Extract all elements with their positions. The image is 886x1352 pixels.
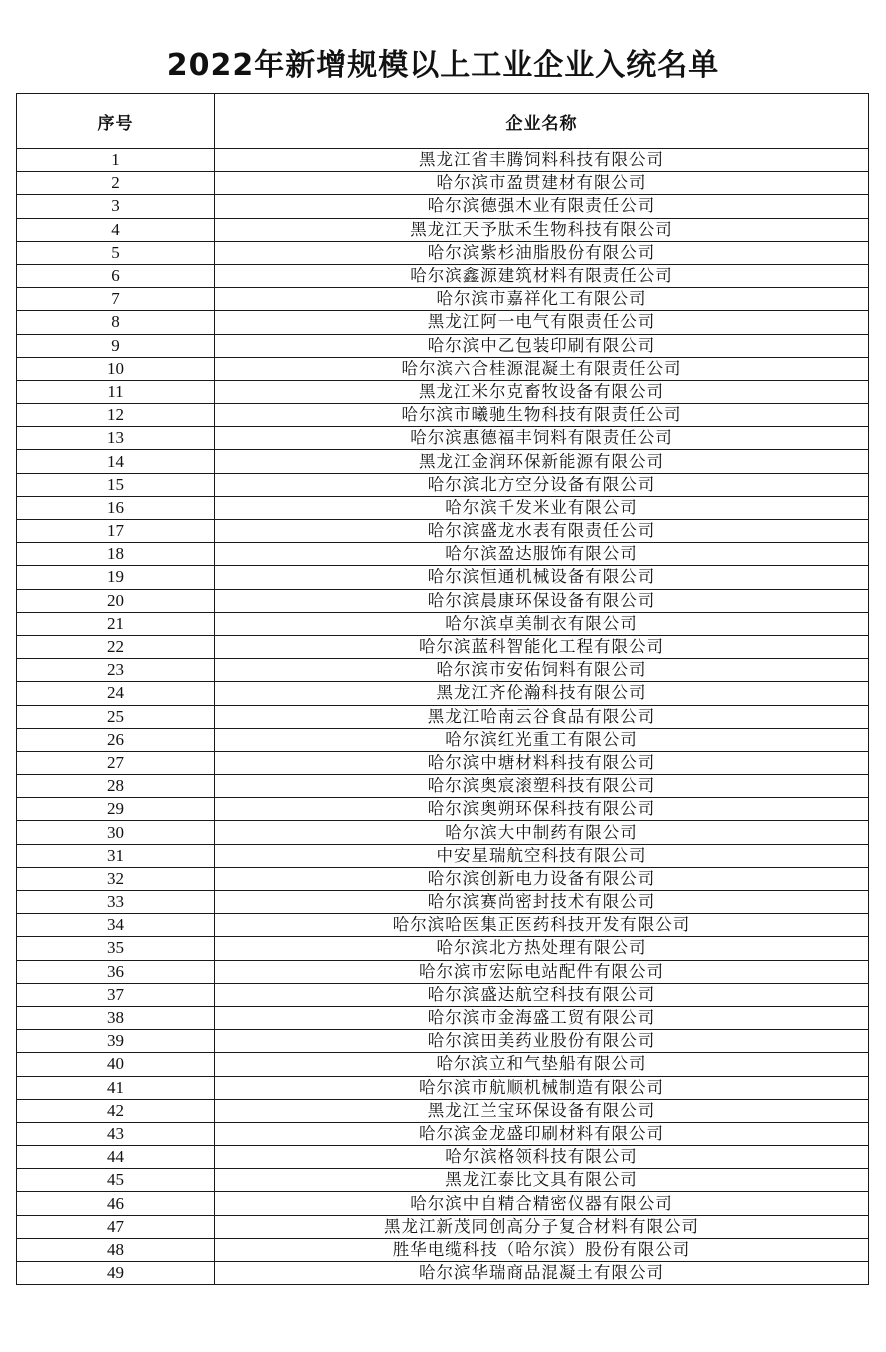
table-row bbox=[17, 520, 869, 543]
serial-number-cell: 47 bbox=[17, 1215, 215, 1238]
page-title: 2022年新增规模以上工业企业入统名单 bbox=[166, 48, 720, 84]
company-name-cell: 哈尔滨金龙盛印刷材料有限公司 bbox=[215, 1122, 869, 1145]
company-name-cell: 哈尔滨市盈贯建材有限公司 bbox=[215, 172, 869, 195]
serial-number-cell: 28 bbox=[17, 775, 215, 798]
table-row bbox=[17, 844, 869, 867]
serial-number-cell: 3 bbox=[17, 195, 215, 218]
column-header-serial-number: 序号 bbox=[17, 94, 215, 149]
serial-number-cell: 5 bbox=[17, 241, 215, 264]
serial-number-cell: 30 bbox=[17, 821, 215, 844]
company-name-cell: 黑龙江金润环保新能源有限公司 bbox=[215, 450, 869, 473]
company-name-cell: 哈尔滨市航顺机械制造有限公司 bbox=[215, 1076, 869, 1099]
table-row bbox=[17, 1076, 869, 1099]
serial-number-cell: 8 bbox=[17, 311, 215, 334]
company-name-cell: 哈尔滨盈达服饰有限公司 bbox=[215, 543, 869, 566]
table-row bbox=[17, 404, 869, 427]
company-name-cell: 哈尔滨北方热处理有限公司 bbox=[215, 937, 869, 960]
company-name-cell: 哈尔滨市曦驰生物科技有限责任公司 bbox=[215, 404, 869, 427]
company-name-cell: 哈尔滨格领科技有限公司 bbox=[215, 1146, 869, 1169]
table-row bbox=[17, 937, 869, 960]
serial-number-cell: 16 bbox=[17, 496, 215, 519]
serial-number-cell: 6 bbox=[17, 264, 215, 287]
serial-number-cell: 36 bbox=[17, 960, 215, 983]
serial-number-cell: 32 bbox=[17, 867, 215, 890]
company-name-cell: 黑龙江省丰腾饲料科技有限公司 bbox=[215, 149, 869, 172]
serial-number-cell: 39 bbox=[17, 1030, 215, 1053]
table-row bbox=[17, 566, 869, 589]
table-row bbox=[17, 543, 869, 566]
serial-number-cell: 46 bbox=[17, 1192, 215, 1215]
serial-number-cell: 22 bbox=[17, 635, 215, 658]
serial-number-cell: 2 bbox=[17, 172, 215, 195]
company-name-cell: 哈尔滨红光重工有限公司 bbox=[215, 728, 869, 751]
serial-number-cell: 24 bbox=[17, 682, 215, 705]
table-row bbox=[17, 798, 869, 821]
table-row bbox=[17, 427, 869, 450]
table-row bbox=[17, 1122, 869, 1145]
company-name-cell: 哈尔滨中自精合精密仪器有限公司 bbox=[215, 1192, 869, 1215]
company-name-cell: 哈尔滨赛尚密封技术有限公司 bbox=[215, 891, 869, 914]
company-name-cell: 黑龙江兰宝环保设备有限公司 bbox=[215, 1099, 869, 1122]
table-row bbox=[17, 149, 869, 172]
company-name-cell: 哈尔滨千发米业有限公司 bbox=[215, 496, 869, 519]
table-row bbox=[17, 914, 869, 937]
table-row bbox=[17, 496, 869, 519]
table-row bbox=[17, 1030, 869, 1053]
table-row bbox=[17, 821, 869, 844]
company-name-cell: 哈尔滨卓美制衣有限公司 bbox=[215, 612, 869, 635]
table-row bbox=[17, 705, 869, 728]
company-name-cell: 哈尔滨蓝科智能化工程有限公司 bbox=[215, 635, 869, 658]
serial-number-cell: 41 bbox=[17, 1076, 215, 1099]
company-name-cell: 哈尔滨惠德福丰饲料有限责任公司 bbox=[215, 427, 869, 450]
serial-number-cell: 37 bbox=[17, 983, 215, 1006]
company-name-cell: 哈尔滨田美药业股份有限公司 bbox=[215, 1030, 869, 1053]
serial-number-cell: 13 bbox=[17, 427, 215, 450]
serial-number-cell: 9 bbox=[17, 334, 215, 357]
serial-number-cell: 43 bbox=[17, 1122, 215, 1145]
company-name-cell: 哈尔滨恒通机械设备有限公司 bbox=[215, 566, 869, 589]
serial-number-cell: 23 bbox=[17, 659, 215, 682]
company-name-cell: 黑龙江泰比文具有限公司 bbox=[215, 1169, 869, 1192]
company-name-cell: 哈尔滨立和气垫船有限公司 bbox=[215, 1053, 869, 1076]
company-name-cell: 黑龙江新茂同创高分子复合材料有限公司 bbox=[215, 1215, 869, 1238]
serial-number-cell: 38 bbox=[17, 1006, 215, 1029]
serial-number-cell: 26 bbox=[17, 728, 215, 751]
company-name-cell: 中安星瑞航空科技有限公司 bbox=[215, 844, 869, 867]
table-row bbox=[17, 728, 869, 751]
serial-number-cell: 1 bbox=[17, 149, 215, 172]
table-row bbox=[17, 589, 869, 612]
table-row bbox=[17, 357, 869, 380]
table-header-row bbox=[17, 94, 869, 149]
serial-number-cell: 17 bbox=[17, 520, 215, 543]
table-row bbox=[17, 1006, 869, 1029]
serial-number-cell: 27 bbox=[17, 751, 215, 774]
company-name-cell: 黑龙江齐伦瀚科技有限公司 bbox=[215, 682, 869, 705]
serial-number-cell: 18 bbox=[17, 543, 215, 566]
table-row bbox=[17, 264, 869, 287]
serial-number-cell: 33 bbox=[17, 891, 215, 914]
table-row bbox=[17, 775, 869, 798]
company-name-cell: 哈尔滨华瑞商品混凝土有限公司 bbox=[215, 1262, 869, 1285]
serial-number-cell: 4 bbox=[17, 218, 215, 241]
company-name-cell: 哈尔滨德强木业有限责任公司 bbox=[215, 195, 869, 218]
serial-number-cell: 44 bbox=[17, 1146, 215, 1169]
company-name-cell: 哈尔滨奥朔环保科技有限公司 bbox=[215, 798, 869, 821]
serial-number-cell: 11 bbox=[17, 380, 215, 403]
company-name-cell: 哈尔滨紫杉油脂股份有限公司 bbox=[215, 241, 869, 264]
company-name-cell: 哈尔滨盛龙水表有限责任公司 bbox=[215, 520, 869, 543]
company-name-cell: 哈尔滨北方空分设备有限公司 bbox=[215, 473, 869, 496]
table-row bbox=[17, 635, 869, 658]
serial-number-cell: 35 bbox=[17, 937, 215, 960]
serial-number-cell: 20 bbox=[17, 589, 215, 612]
company-name-cell: 黑龙江米尔克畜牧设备有限公司 bbox=[215, 380, 869, 403]
company-name-cell: 哈尔滨市安佑饲料有限公司 bbox=[215, 659, 869, 682]
serial-number-cell: 7 bbox=[17, 288, 215, 311]
table-row bbox=[17, 241, 869, 264]
table-row bbox=[17, 218, 869, 241]
company-name-cell: 黑龙江哈南云谷食品有限公司 bbox=[215, 705, 869, 728]
company-list-table bbox=[16, 93, 869, 1285]
table-row bbox=[17, 311, 869, 334]
table-row bbox=[17, 1053, 869, 1076]
serial-number-cell: 31 bbox=[17, 844, 215, 867]
table-row bbox=[17, 1146, 869, 1169]
company-name-cell: 哈尔滨哈医集正医药科技开发有限公司 bbox=[215, 914, 869, 937]
table-body bbox=[17, 149, 869, 1285]
table-row bbox=[17, 1238, 869, 1261]
table-row bbox=[17, 288, 869, 311]
table-row bbox=[17, 751, 869, 774]
company-name-cell: 哈尔滨市金海盛工贸有限公司 bbox=[215, 1006, 869, 1029]
table-row bbox=[17, 1169, 869, 1192]
company-name-cell: 黑龙江天予肽禾生物科技有限公司 bbox=[215, 218, 869, 241]
company-name-cell: 哈尔滨大中制药有限公司 bbox=[215, 821, 869, 844]
company-name-cell: 黑龙江阿一电气有限责任公司 bbox=[215, 311, 869, 334]
serial-number-cell: 10 bbox=[17, 357, 215, 380]
serial-number-cell: 12 bbox=[17, 404, 215, 427]
serial-number-cell: 48 bbox=[17, 1238, 215, 1261]
table-row bbox=[17, 380, 869, 403]
table-row bbox=[17, 867, 869, 890]
company-name-cell: 哈尔滨创新电力设备有限公司 bbox=[215, 867, 869, 890]
table-row bbox=[17, 334, 869, 357]
table-row bbox=[17, 1262, 869, 1285]
company-name-cell: 哈尔滨六合桂源混凝土有限责任公司 bbox=[215, 357, 869, 380]
company-name-cell: 胜华电缆科技（哈尔滨）股份有限公司 bbox=[215, 1238, 869, 1261]
company-name-cell: 哈尔滨盛达航空科技有限公司 bbox=[215, 983, 869, 1006]
serial-number-cell: 29 bbox=[17, 798, 215, 821]
table-row bbox=[17, 891, 869, 914]
serial-number-cell: 25 bbox=[17, 705, 215, 728]
serial-number-cell: 40 bbox=[17, 1053, 215, 1076]
serial-number-cell: 21 bbox=[17, 612, 215, 635]
table-row bbox=[17, 1215, 869, 1238]
table-row bbox=[17, 983, 869, 1006]
serial-number-cell: 42 bbox=[17, 1099, 215, 1122]
company-name-cell: 哈尔滨市宏际电站配件有限公司 bbox=[215, 960, 869, 983]
serial-number-cell: 34 bbox=[17, 914, 215, 937]
table-row bbox=[17, 682, 869, 705]
table-row bbox=[17, 1192, 869, 1215]
company-name-cell: 哈尔滨鑫源建筑材料有限责任公司 bbox=[215, 264, 869, 287]
table-row bbox=[17, 450, 869, 473]
table-row bbox=[17, 960, 869, 983]
serial-number-cell: 19 bbox=[17, 566, 215, 589]
table-row bbox=[17, 473, 869, 496]
table-row bbox=[17, 659, 869, 682]
serial-number-cell: 45 bbox=[17, 1169, 215, 1192]
company-name-cell: 哈尔滨晨康环保设备有限公司 bbox=[215, 589, 869, 612]
company-name-cell: 哈尔滨中塘材料科技有限公司 bbox=[215, 751, 869, 774]
company-name-cell: 哈尔滨奥宸滚塑科技有限公司 bbox=[215, 775, 869, 798]
company-name-cell: 哈尔滨市嘉祥化工有限公司 bbox=[215, 288, 869, 311]
table-row bbox=[17, 172, 869, 195]
table-row bbox=[17, 1099, 869, 1122]
column-header-company-name: 企业名称 bbox=[215, 94, 869, 149]
table-row bbox=[17, 195, 869, 218]
table-row bbox=[17, 612, 869, 635]
company-name-cell: 哈尔滨中乙包装印刷有限公司 bbox=[215, 334, 869, 357]
serial-number-cell: 49 bbox=[17, 1262, 215, 1285]
serial-number-cell: 14 bbox=[17, 450, 215, 473]
serial-number-cell: 15 bbox=[17, 473, 215, 496]
